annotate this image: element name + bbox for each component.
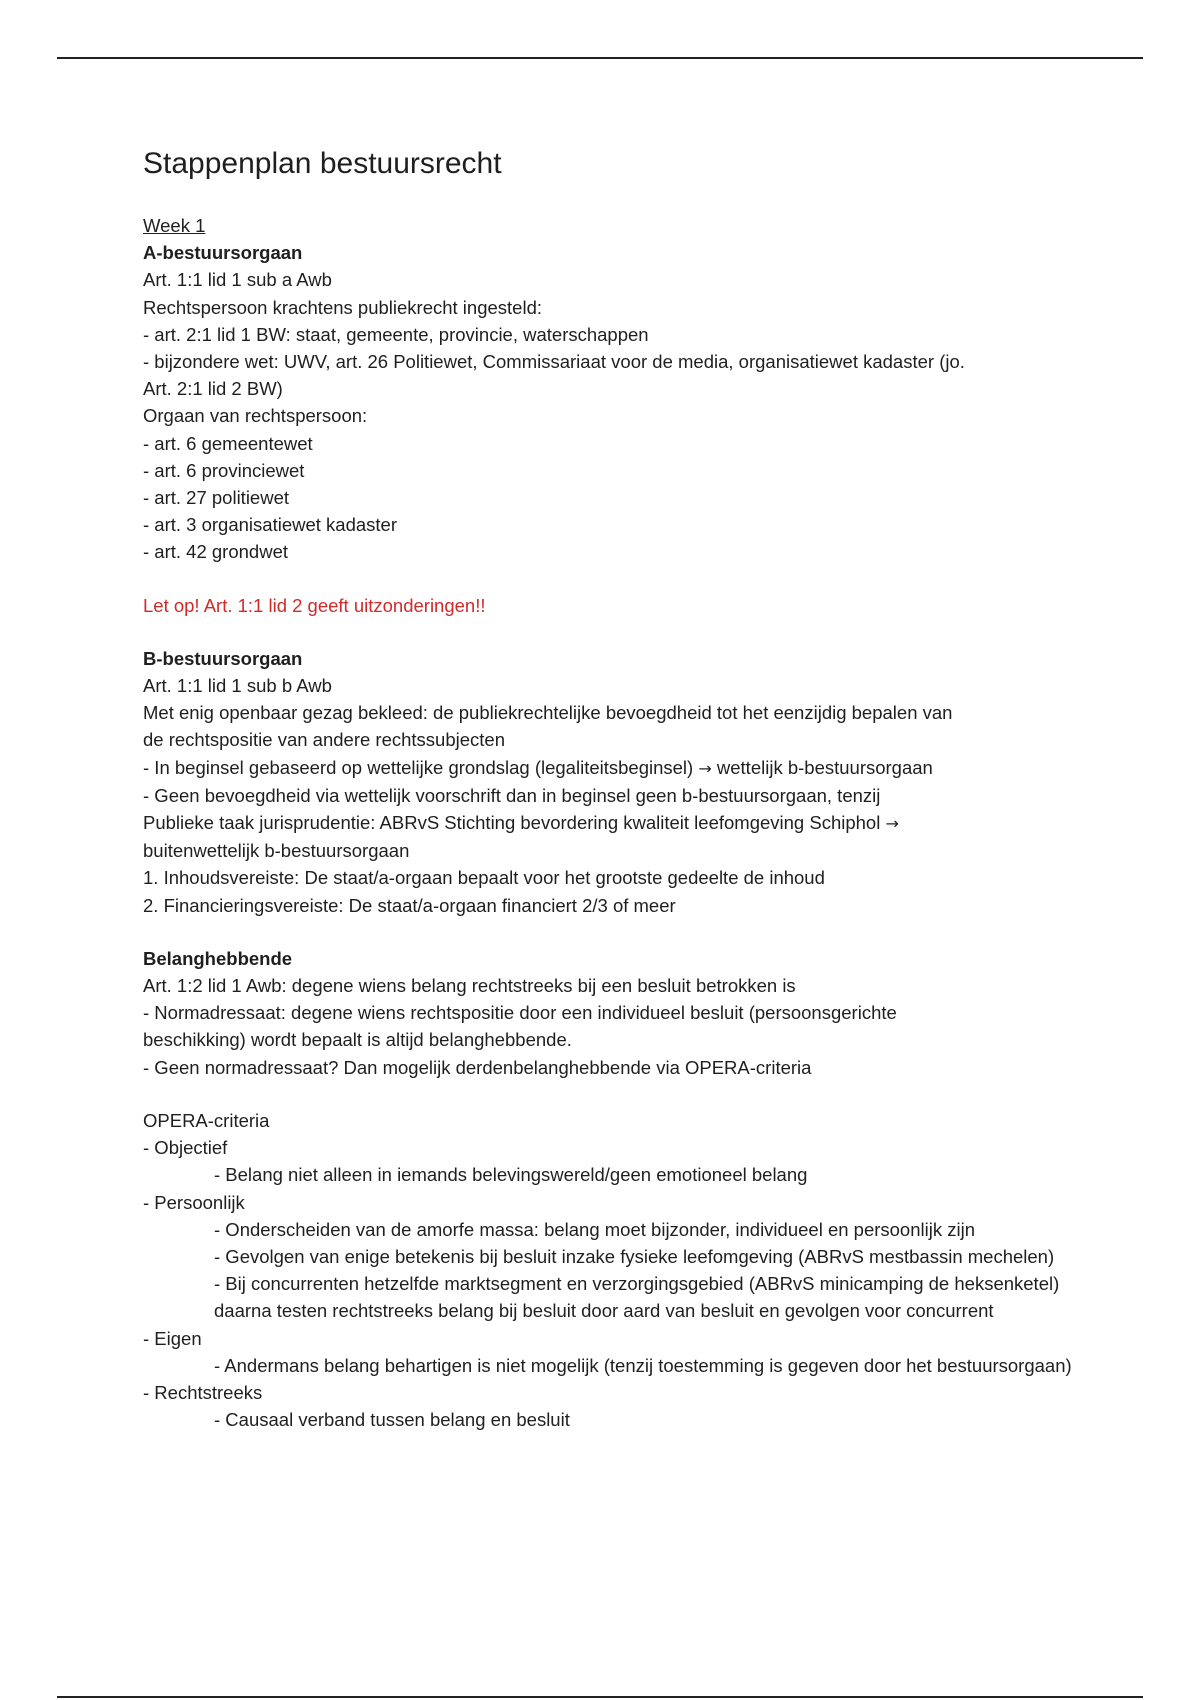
week-label: Week 1	[143, 215, 206, 236]
opera-criterion: - Persoonlijk	[143, 1191, 245, 1213]
spacer	[143, 566, 1103, 592]
section-a-line: - art. 3 organisatiewet kadaster	[143, 514, 397, 536]
warning-note: Let op! Art. 1:1 lid 2 geeft uitzonderingen!!	[143, 594, 486, 616]
section-a-line: - art. 6 gemeentewet	[143, 432, 313, 454]
section-c-line: beschikking) wordt bepaalt is altijd belanghebbende.	[143, 1029, 572, 1051]
opera-detail: - Bij concurrenten hetzelfde marktsegment en verzorgingsgebied (ABRvS minicamping de heksenketel) daarna testen rechtstreeks belang bij besluit door aard van besluit en gevolgen voor concurrent	[214, 1273, 1060, 1322]
section-a-line: - bijzondere wet: UWV, art. 26 Politiewet, Commissariaat voor de media, organisatiewet kadaster (jo.	[143, 351, 965, 373]
section-c-line: - Geen normadressaat? Dan mogelijk derdenbelanghebbende via OPERA-criteria	[143, 1056, 812, 1078]
opera-criterion: - Objectief	[143, 1137, 228, 1159]
section-b-line: 2. Financieringsvereiste: De staat/a-orgaan financiert 2/3 of meer	[143, 894, 676, 916]
section-b-line-with-arrow	[143, 809, 1103, 837]
section-b-text: wettelijk b-bestuursorgaan	[711, 756, 933, 778]
section-a-heading: A-bestuursorgaan	[143, 242, 303, 264]
section-a-line: Art. 1:1 lid 1 sub a Awb	[143, 269, 332, 291]
section-b-text: Publieke taak jurisprudentie: ABRvS Stichting bevordering kwaliteit leefomgeving Schiphol	[143, 812, 886, 834]
footer-rule	[57, 1696, 1143, 1698]
section-a-line: Art. 2:1 lid 2 BW)	[143, 378, 283, 400]
spacer	[143, 1081, 1103, 1107]
section-a-line: - art. 27 politiewet	[143, 487, 290, 509]
opera-detail: - Andermans belang behartigen is niet mogelijk (tenzij toestemming is gegeven door het bestuursorgaan)	[214, 1354, 1072, 1376]
section-c-line: Art. 1:2 lid 1 Awb: degene wiens belang rechtstreeks bij een besluit betrokken is	[143, 975, 796, 997]
section-b-line: de rechtspositie van andere rechtssubjecten	[143, 729, 505, 751]
opera-criterion: - Rechtstreeks	[143, 1381, 263, 1403]
opera-detail: - Onderscheiden van de amorfe massa: belang moet bijzonder, individueel en persoonlijk zijn	[214, 1218, 975, 1240]
spacer	[143, 619, 1103, 645]
section-a-line: - art. 6 provinciewet	[143, 459, 305, 481]
section-a-line: - art. 2:1 lid 1 BW: staat, gemeente, provincie, waterschappen	[143, 323, 649, 345]
section-a-line: Rechtspersoon krachtens publiekrecht ingesteld:	[143, 296, 543, 318]
section-b-heading: B-bestuursorgaan	[143, 647, 303, 669]
section-b-line: 1. Inhoudsvereiste: De staat/a-orgaan bepaalt voor het grootste gedeelte de inhoud	[143, 867, 825, 889]
document-title: Stappenplan bestuursrecht	[143, 147, 502, 180]
section-b-line: Met enig openbaar gezag bekleed: de publiekrechtelijke bevoegdheid tot het eenzijdig bepalen van	[143, 702, 953, 724]
section-c-line: - Normadressaat: degene wiens rechtspositie door een individueel besluit (persoonsgerichte	[143, 1002, 897, 1024]
section-b-line: Art. 1:1 lid 1 sub b Awb	[143, 675, 332, 697]
opera-detail: - Belang niet alleen in iemands belevingswereld/geen emotioneel belang	[214, 1164, 808, 1186]
opera-detail: - Gevolgen van enige betekenis bij besluit inzake fysieke leefomgeving (ABRvS mestbassin mechelen)	[214, 1245, 1055, 1267]
section-c-heading: Belanghebbende	[143, 947, 293, 969]
section-a-line: Orgaan van rechtspersoon:	[143, 405, 368, 427]
section-b-text: - In beginsel gebaseerd op wettelijke grondslag (legaliteitsbeginsel)	[143, 756, 699, 778]
opera-heading: OPERA-criteria	[143, 1109, 270, 1131]
spacer	[143, 919, 1103, 945]
opera-criterion: - Eigen	[143, 1327, 202, 1349]
section-b-line: buitenwettelijk b-bestuursorgaan	[143, 840, 410, 862]
section-a-line: - art. 42 grondwet	[143, 541, 288, 563]
arrow-right-icon: →	[698, 758, 712, 778]
header-rule	[57, 57, 1143, 59]
section-b-line: - Geen bevoegdheid via wettelijk voorschrift dan in beginsel geen b-bestuursorgaan, tenzij	[143, 784, 881, 806]
opera-detail: - Causaal verband tussen belang en besluit	[214, 1409, 570, 1431]
document-body	[143, 144, 1103, 1433]
arrow-right-icon: →	[885, 814, 899, 834]
section-b-line-with-arrow	[143, 754, 1103, 782]
